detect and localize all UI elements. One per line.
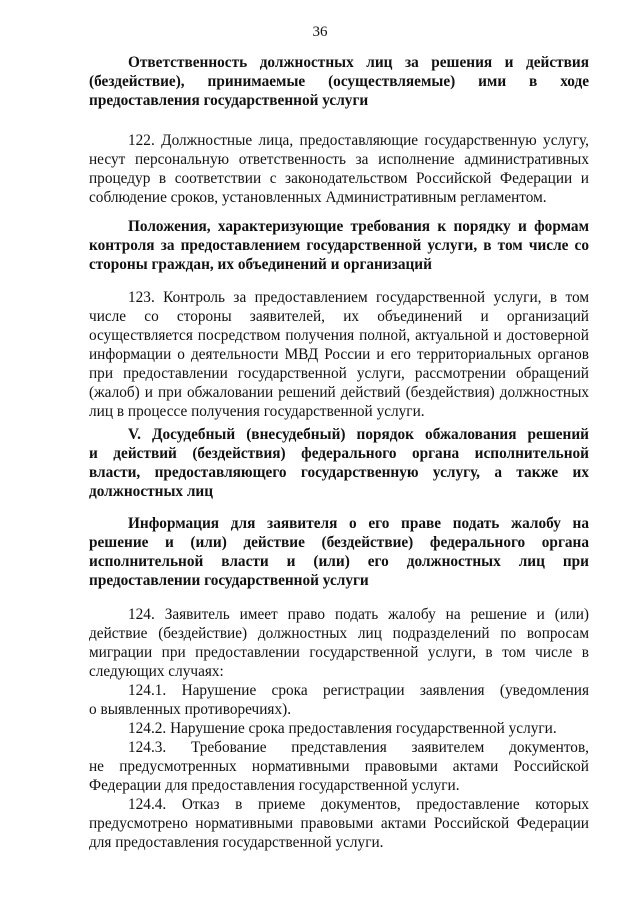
text-line: следующих случаях: xyxy=(89,663,224,680)
text-line: соблюдение сроков, установленных Административным регламентом. xyxy=(89,189,547,206)
text-line: контроля за предоставлением государственной услуги, в том числе со xyxy=(89,237,589,254)
section-heading xyxy=(89,53,589,110)
paragraph xyxy=(89,605,589,681)
text-line: 123. Контроль за предоставлением государственной услуги, в том xyxy=(128,289,589,306)
text-line: V. Досудебный (внесудебный) порядок обжалования решений xyxy=(128,426,589,443)
text-line: числе со стороны заявителей, их объединений и организаций xyxy=(89,308,589,325)
text-line: не предусмотренных нормативными правовыми актами Российской xyxy=(89,758,589,775)
text-line: власти, предоставляющего государственную услугу, а также их xyxy=(89,464,589,481)
text-line: 124.2. Нарушение срока предоставления государственной услуги. xyxy=(128,720,557,737)
text-line: предоставления государственной услуги xyxy=(89,92,369,109)
paragraph xyxy=(89,681,589,719)
text-line: 124.4. Отказ в приеме документов, предоставление которых xyxy=(128,796,589,813)
text-line: миграции при предоставлении государственной услуги, в том числе в xyxy=(89,644,589,661)
text-line: Информация для заявителя о его праве подать жалобу на xyxy=(128,515,589,532)
text-line: лиц в процессе получения государственной услуги. xyxy=(89,403,425,420)
paragraph xyxy=(89,288,589,421)
section-heading xyxy=(89,514,589,590)
text-line: и действий (бездействия) федерального органа исполнительной xyxy=(89,445,589,462)
text-line: 124.1. Нарушение срока регистрации заявления (уведомления xyxy=(128,682,589,699)
text-line: предоставлении государственной услуги xyxy=(89,572,369,589)
text-line: действие (бездействие) должностных лиц подразделений по вопросам xyxy=(89,625,589,642)
text-line: Положения, характеризующие требования к порядку и формам xyxy=(128,218,589,235)
paragraph xyxy=(89,738,589,795)
section-heading xyxy=(89,217,589,274)
text-line: Ответственность должностных лиц за решения и действия xyxy=(128,54,589,71)
text-line: предусмотрено нормативными правовыми актами Российской Федерации xyxy=(89,815,589,832)
paragraph xyxy=(89,131,589,207)
paragraph xyxy=(89,795,589,852)
page-number: 36 xyxy=(312,24,328,40)
text-line: о выявленных противоречиях). xyxy=(89,701,292,718)
text-line: стороны граждан, их объединений и организаций xyxy=(89,256,432,273)
text-line: (жалоб) и при обжаловании решений действий (бездействия) должностных xyxy=(89,384,589,401)
text-line: для предоставления государственной услуги. xyxy=(89,834,384,851)
text-line: 124.3. Требование представления заявителем документов, xyxy=(128,739,589,756)
text-line: информации о деятельности МВД России и его территориальных органов xyxy=(89,346,589,363)
text-line: 122. Должностные лица, предоставляющие государственную услугу, xyxy=(128,132,589,149)
text-line: процедур в соответствии с законодательством Российской Федерации и xyxy=(89,170,589,187)
text-line: Федерации для предоставления государственной услуги. xyxy=(89,777,460,794)
text-line: должностных лиц xyxy=(89,483,214,500)
text-line: решение и (или) действие (бездействие) федерального органа xyxy=(89,534,589,551)
text-line: несут персональную ответственность за исполнение административных xyxy=(89,151,589,168)
text-line: при предоставлении государственной услуги, рассмотрении обращений xyxy=(89,365,589,382)
text-line: осуществляется посредством получения полной, актуальной и достоверной xyxy=(89,327,589,344)
text-line: 124. Заявитель имеет право подать жалобу на решение и (или) xyxy=(128,606,589,623)
section-heading xyxy=(89,425,589,501)
paragraph xyxy=(89,719,589,738)
text-line: исполнительной власти и (или) его должностных лиц при xyxy=(89,553,589,570)
text-line: (бездействие), принимаемые (осуществляемые) ими в ходе xyxy=(89,73,589,90)
